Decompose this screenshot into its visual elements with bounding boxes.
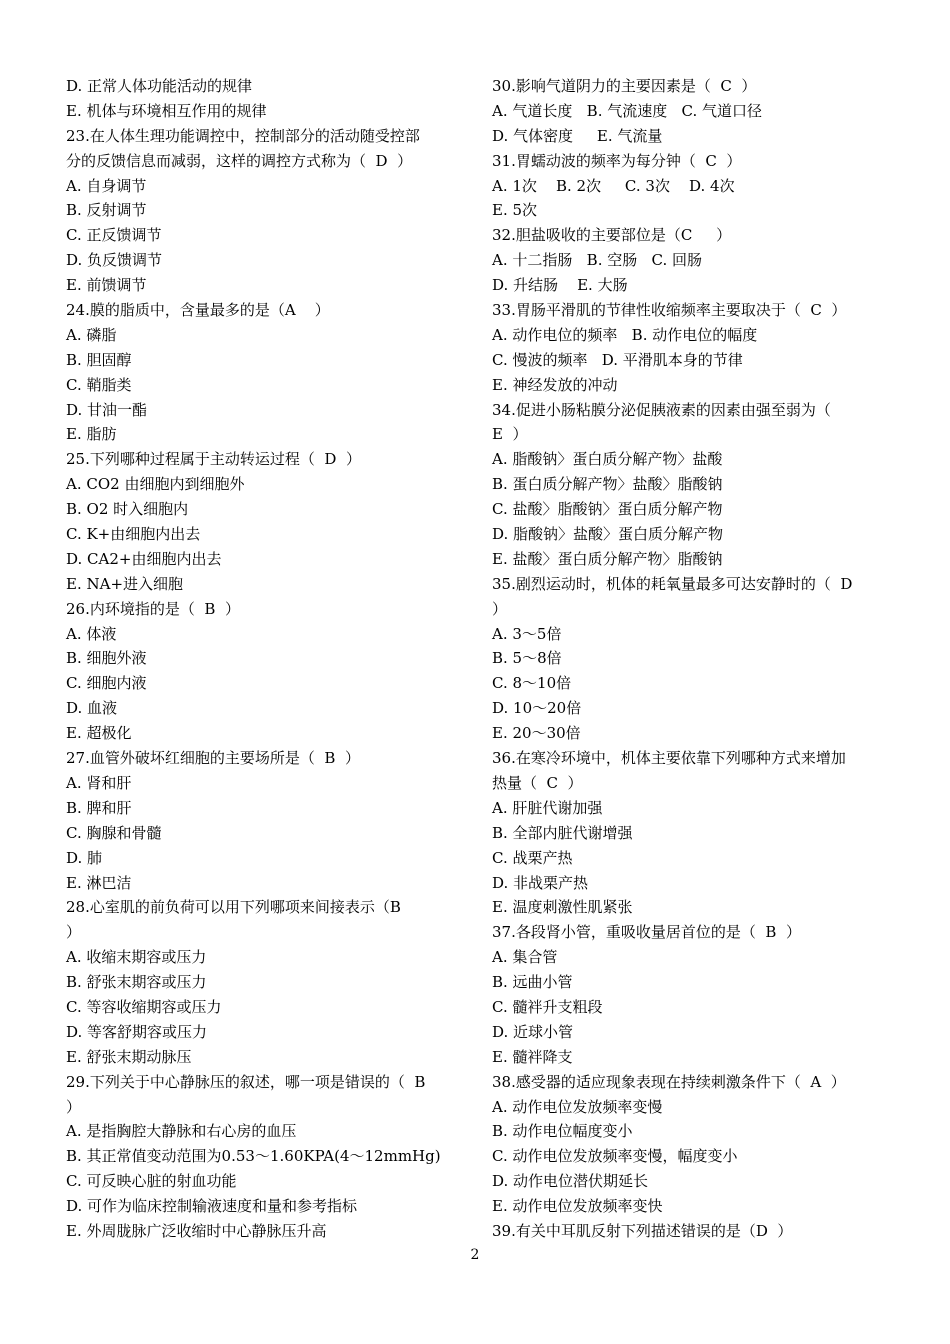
text-line: 热量（ C ）: [492, 773, 583, 792]
text-line: C. 可反映心脏的射血功能: [66, 1172, 237, 1191]
right-column: [492, 74, 892, 1244]
left-column: [66, 74, 466, 1244]
text-line: 26.内环境指的是（ B ）: [66, 599, 240, 618]
text-line: E. 超极化: [66, 724, 132, 743]
text-line: C. K+由细胞内出去: [66, 525, 201, 544]
text-line: A. 动作电位发放频率变慢: [492, 1097, 663, 1116]
text-line: E. 动作电位发放频率变快: [492, 1197, 663, 1216]
text-line: E. 20～30倍: [492, 724, 581, 743]
text-line: D. CA2+由细胞内出去: [66, 549, 222, 568]
text-line: E. 盐酸〉蛋白质分解产物〉脂酸钠: [492, 549, 723, 568]
text-line: 33.胃肠平滑肌的节律性收缩频率主要取决于（ C ）: [492, 301, 847, 320]
text-line: A. 十二指肠 B. 空肠 C. 回肠: [492, 251, 703, 270]
text-line: A. 脂酸钠〉蛋白质分解产物〉盐酸: [492, 450, 723, 469]
text-line: ）: [66, 923, 82, 942]
text-line: D. 动作电位潜伏期延长: [492, 1172, 649, 1191]
text-line: E. 神经发放的冲动: [492, 375, 618, 394]
text-line: D. 肺: [66, 848, 103, 867]
text-line: A. 气道长度 B. 气流速度 C. 气道口径: [492, 101, 763, 120]
text-line: 39.有关中耳肌反射下列描述错误的是（D ）: [492, 1221, 793, 1240]
text-line: E ）: [492, 425, 528, 444]
text-line: D. 气体密度 E. 气流量: [492, 126, 663, 145]
text-line: B. 5～8倍: [492, 649, 562, 668]
text-line: A. 集合管: [492, 948, 558, 967]
text-line: A. 收缩末期容或压力: [66, 948, 207, 967]
text-line: C. 8～10倍: [492, 674, 572, 693]
text-line: B. 细胞外液: [66, 649, 147, 668]
text-line: B. 舒张末期容或压力: [66, 973, 207, 992]
text-line: C. 动作电位发放频率变慢，幅度变小: [492, 1147, 738, 1166]
text-line: E. NA+进入细胞: [66, 574, 184, 593]
text-line: D. 近球小管: [492, 1022, 574, 1041]
text-line: 38.感受器的适应现象表现在持续刺激条件下（ A ）: [492, 1072, 846, 1091]
text-line: B. 反射调节: [66, 201, 147, 220]
page-number: 2: [470, 1247, 480, 1263]
text-line: E. 外周胧脉广泛收缩时中心静脉压升高: [66, 1221, 327, 1240]
text-line: 31.胃蠕动波的频率为每分钟（ C ）: [492, 151, 742, 170]
text-line: 32.胆盐吸收的主要部位是（C ）: [492, 226, 732, 245]
text-line: D. 非战栗产热: [492, 873, 589, 892]
text-line: 27.血管外破坏红细胞的主要场所是（ B ）: [66, 749, 360, 768]
text-line: C. 盐酸〉脂酸钠〉蛋白质分解产物: [492, 500, 723, 519]
text-line: D. 可作为临床控制输液速度和量和参考指标: [66, 1197, 358, 1216]
text-line: A. CO2 由细胞内到细胞外: [66, 475, 245, 494]
text-line: C. 细胞内液: [66, 674, 147, 693]
text-line: A. 3～5倍: [492, 624, 562, 643]
text-line: C. 胸腺和骨髓: [66, 823, 162, 842]
text-line: A. 动作电位的频率 B. 动作电位的幅度: [492, 325, 758, 344]
text-line: D. 血液: [66, 699, 118, 718]
text-line: 24.膜的脂质中，含量最多的是（A ）: [66, 301, 330, 320]
text-line: D. 负反馈调节: [66, 251, 163, 270]
text-line: 35.剧烈运动时，机体的耗氧量最多可达安静时的（ D: [492, 574, 853, 593]
text-line: 29.下列关于中心静脉压的叙述，哪一项是错误的（ B: [66, 1072, 426, 1091]
text-line: A. 肾和肝: [66, 773, 132, 792]
text-line: D. 等客舒期容或压力: [66, 1022, 208, 1041]
text-line: 23.在人体生理功能调控中，控制部分的活动随受控部: [66, 126, 420, 145]
text-line: B. 动作电位幅度变小: [492, 1122, 633, 1141]
text-line: B. 蛋白质分解产物〉盐酸〉脂酸钠: [492, 475, 723, 494]
text-line: A. 体液: [66, 624, 117, 643]
text-line: E. 机体与环境相互作用的规律: [66, 101, 267, 120]
text-line: 分的反馈信息而减弱，这样的调控方式称为（ D ）: [66, 151, 413, 170]
text-line: D. 正常人体功能活动的规律: [66, 77, 253, 95]
text-line: C. 慢波的频率 D. 平滑肌本身的节律: [492, 350, 743, 369]
text-line: 28.心室肌的前负荷可以用下列哪项来间接表示（B: [66, 898, 401, 917]
text-line: 36.在寒冷环境中，机体主要依靠下列哪种方式来增加: [492, 749, 846, 768]
text-line: C. 髓袢升支粗段: [492, 997, 603, 1016]
text-line: E. 淋巴洁: [66, 873, 132, 892]
text-line: D. 甘油一酯: [66, 400, 148, 419]
text-line: ）: [66, 1097, 82, 1116]
text-line: 25.下列哪种过程属于主动转运过程（ D ）: [66, 450, 361, 469]
text-line: E. 舒张末期动脉压: [66, 1047, 192, 1066]
text-line: B. 远曲小管: [492, 973, 573, 992]
text-line: C. 战栗产热: [492, 848, 573, 867]
text-line: B. 脾和肝: [66, 798, 132, 817]
text-line: ）: [492, 599, 508, 618]
text-line: A. 肝脏代谢加强: [492, 798, 603, 817]
text-line: C. 鞘脂类: [66, 375, 132, 394]
text-line: E. 髓袢降支: [492, 1047, 573, 1066]
text-line: D. 10～20倍: [492, 699, 582, 718]
text-line: B. 胆固醇: [66, 350, 132, 369]
text-line: D. 脂酸钠〉盐酸〉蛋白质分解产物: [492, 525, 724, 544]
text-line: 34.促进小肠粘膜分泌促胰液素的因素由强至弱为（: [492, 400, 831, 419]
text-line: E. 5次: [492, 201, 538, 220]
text-line: A. 是指胸腔大静脉和右心房的血压: [66, 1122, 297, 1141]
text-line: C. 正反馈调节: [66, 226, 162, 245]
text-line: A. 自身调节: [66, 176, 147, 195]
text-line: A. 1次 B. 2次 C. 3次 D. 4次: [492, 176, 735, 195]
text-line: A. 磷脂: [66, 325, 117, 344]
text-line: C. 等容收缩期容或压力: [66, 997, 222, 1016]
text-line: E. 脂肪: [66, 425, 117, 444]
text-line: B. O2 时入细胞内: [66, 500, 189, 519]
text-line: B. 全部内脏代谢增强: [492, 823, 633, 842]
text-line: D. 升结肠 E. 大肠: [492, 276, 628, 295]
text-line: 30.影响气道阴力的主要因素是（ C ）: [492, 77, 757, 95]
text-line: E. 温度刺激性肌紧张: [492, 898, 633, 917]
text-line: B. 其正常值变动范围为0.53～1.60KPA(4～12mmHg): [66, 1147, 441, 1166]
text-line: 37.各段肾小管，重吸收量居首位的是（ B ）: [492, 923, 801, 942]
text-line: E. 前馈调节: [66, 276, 147, 295]
